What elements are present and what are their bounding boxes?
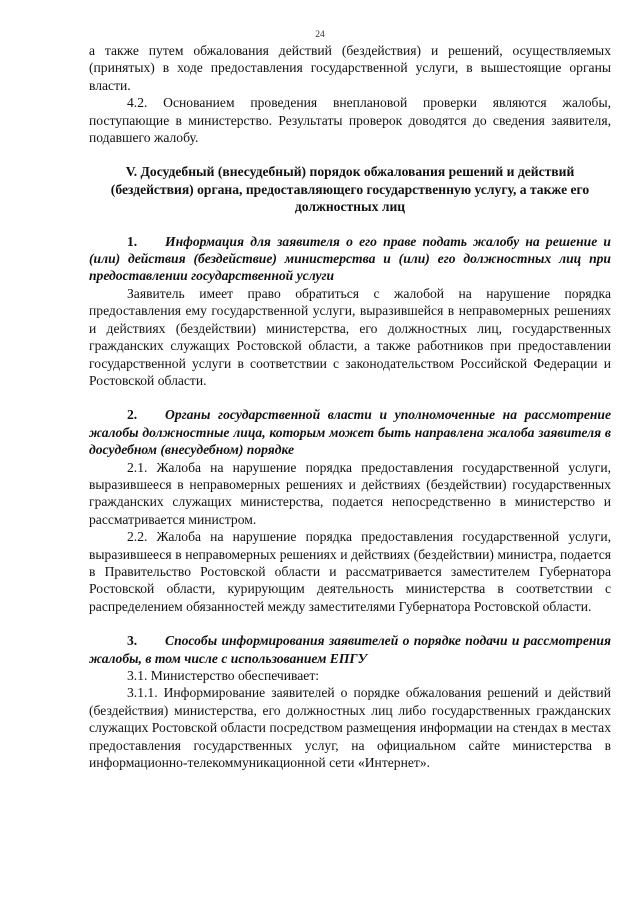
paragraph: 2.2. Жалоба на нарушение порядка предоставления государственной услуги, выразившееся в неправомерных решениях и действиях (бездействии) министра, подается в Правительство Ростовской области и рассматривается заместителем Губернатора Ростовской области, курирующим деятельность министерства в соответствии с распределением обязанностей между заместителями Губернатора Ростовской области.: [89, 529, 611, 614]
document-body: [89, 42, 611, 771]
paragraph: 3.1.1. Информирование заявителей о порядке обжалования решений и действий (бездействия) министерства, его должностных лиц либо государственных гражданских служащих Ростовской области посредством размещения информации на стендах в местах предоставления государственных услуг, на официальном сайте министерства в информационно-телекоммуникационной сети «Интернет».: [89, 685, 611, 771]
paragraph: а также путем обжалования действий (бездействия) и решений, осуществляемых (принятых) в ходе предоставления государственной услуги, в вышестоящие органы власти.: [89, 43, 611, 93]
subsection-number: 1.: [127, 233, 138, 249]
subsection-title: Информация для заявителя о его праве подать жалобу на решение и (или) действия (бездействие) министерства и (или) его должностных лиц при предоставлении государственной услуги: [89, 233, 611, 284]
section-title: V. Досудебный (внесудебный) порядок обжалования решений и действий (бездействия) органа, предоставляющего государственную услугу, а также его должностных лиц: [110, 164, 590, 215]
paragraph: Заявитель имеет право обратиться с жалобой на нарушение порядка предоставления ему государственной услуги, выразившейся в неправомерных решениях и действиях (бездействии) министерства, его должностных лиц, государственных гражданских служащих Ростовской области, а также работников при предоставлении государственной услуги в соответствии с законодательством Российской Федерации и Ростовской области.: [89, 285, 611, 388]
subsection-number: 3.: [127, 633, 138, 649]
page-number: 24: [315, 30, 325, 40]
paragraph: 3.1. Министерство обеспечивает:: [127, 668, 320, 683]
subsection-number: 2.: [127, 407, 138, 423]
subsection-heading: [89, 233, 611, 285]
paragraph: 2.1. Жалоба на нарушение порядка предоставления государственной услуги, выразившееся в неправомерных решениях и действиях (бездействии) государственных гражданских служащих министерства, подается непосредственно в министерство и рассматривается министром.: [89, 459, 611, 527]
paragraph: 4.2. Основанием проведения внеплановой проверки являются жалобы, поступающие в министерство. Результаты проверок доводятся до сведения заявителя, подавшего жалобу.: [89, 95, 611, 146]
subsection-title: Способы информирования заявителей о порядке подачи и рассмотрения жалобы, в том числе с использованием ЕПГУ: [89, 633, 611, 666]
subsection-heading: [89, 632, 611, 667]
subsection-title: Органы государственной власти и уполномоченные на рассмотрение жалобы должностные лица, которым может быть направлена жалоба заявителя в досудебном (внесудебном) порядке: [89, 407, 611, 458]
subsection-heading: [89, 406, 611, 458]
